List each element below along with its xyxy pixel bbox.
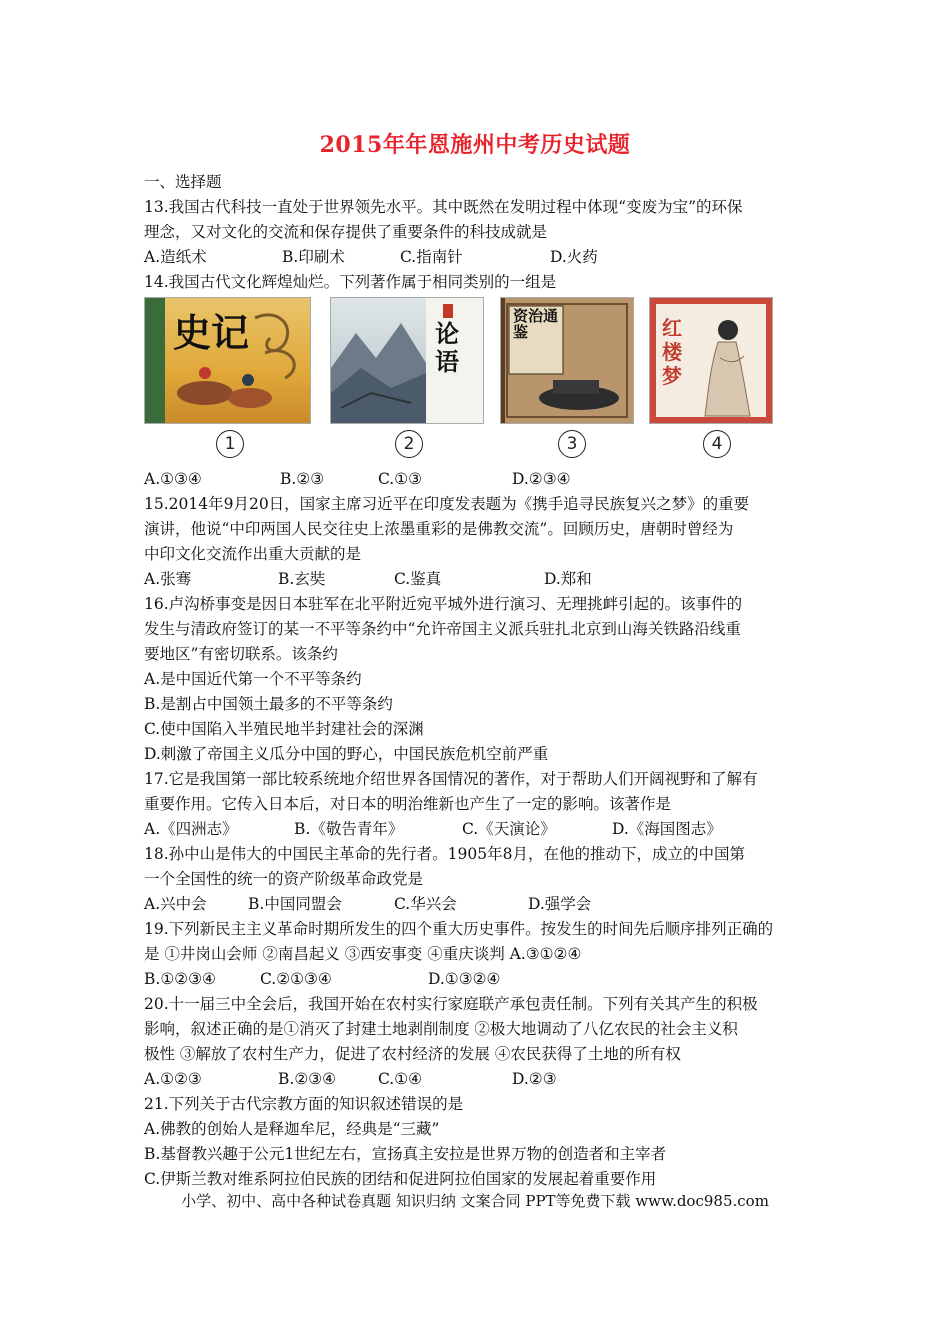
q20-line-3: 极性 ③解放了农村生产力，促进了农村经济的发展 ④农民获得了土地的所有权 [144,1045,681,1063]
section-heading: 一、选择题 [144,173,222,191]
book-cover-zizhitongjian [500,297,634,424]
q19-options [144,967,814,992]
q20-option-b: B.②③④ [278,1070,337,1088]
q15-line-3: 中印文化交流作出重大贡献的是 [144,545,362,563]
q16-line-1: 16.卢沟桥事变是因日本驻军在北平附近宛平城外进行演习、无理挑衅引起的。该事件的 [144,595,743,613]
q16-line-3: 要地区”有密切联系。该条约 [144,645,338,663]
q17-option-c: C.《天演论》 [462,820,556,838]
q20-option-d: D.②③ [512,1070,557,1088]
q20-line-1: 20.十一届三中全会后，我国开始在农村实行家庭联产承包责任制。下列有关其产生的积极 [144,995,758,1013]
q17-option-a: A.《四洲志》 [144,820,238,838]
page-title: 2015年年恩施州中考历史试题 [319,132,631,158]
exam-content [144,170,814,1192]
q16-option-d: D.刺激了帝国主义瓜分中国的野心，中国民族危机空前严重 [144,745,549,763]
q16-option-c: C.使中国陷入半殖民地半封建社会的深渊 [144,720,424,738]
q20-option-c: C.①④ [378,1070,423,1088]
q15-options [144,567,814,592]
q17-line-1: 17.它是我国第一部比较系统地介绍世界各国情况的著作，对于帮助人们开阔视野和了解有 [144,770,758,788]
q13-options [144,245,814,270]
q14-option-d: D.②③④ [512,470,571,488]
q15-option-d: D.郑和 [544,570,592,588]
shiji-cover-title: 史记 [173,310,250,355]
q21-option-b: B.基督教兴趣于公元1世纪左右，宣扬真主安拉是世界万物的创造者和主宰者 [144,1145,667,1163]
q18-options [144,892,814,917]
book-number-2: 2 [391,427,427,458]
q21-option-a: A.佛教的创始人是释迦牟尼，经典是“三藏” [144,1120,440,1138]
hongloumeng-cover-title: 红楼梦 [662,316,682,388]
q14-options [144,467,814,492]
q15-option-a: A.张骞 [144,570,192,588]
q17-option-b: B.《敬告青年》 [294,820,404,838]
q14-option-b: B.②③ [280,470,325,488]
q20-line-2: 影响，叙述正确的是①消灭了封建土地剥削制度 ②极大地调动了八亿农民的社会主义积 [144,1020,738,1038]
q20-option-a: A.①②③ [144,1070,202,1088]
q18-line-1: 18.孙中山是伟大的中国民主革命的先行者。1905年8月，在他的推动下，成立的中国第 [144,845,745,863]
q18-option-d: D.强学会 [528,895,592,913]
q15-line-1: 15.2014年9月20日，国家主席习近平在印度发表题为《携手追寻民族复兴之梦》的重要 [144,495,750,513]
q15-option-c: C.鉴真 [394,570,442,588]
q13-option-d: D.火药 [550,248,598,266]
zizhitongjian-cover-title: 资治通鉴 [513,307,559,341]
q15-option-b: B.玄奘 [278,570,326,588]
q16-option-b: B.是割占中国领土最多的不平等条约 [144,695,393,713]
q14-line-1: 14.我国古代文化辉煌灿烂。下列著作属于相同类别的一组是 [144,273,557,291]
q21-option-c: C.伊斯兰教对维系阿拉伯民族的团结和促进阿拉伯国家的发展起着重要作用 [144,1170,657,1188]
q18-line-2: 一个全国性的统一的资产阶级革命政党是 [144,870,424,888]
q13-option-a: A.造纸术 [144,248,207,266]
q17-options [144,817,814,842]
book-cover-shiji [144,297,311,424]
q18-option-b: B.中国同盟会 [248,895,342,913]
q21-line-1: 21.下列关于古代宗教方面的知识叙述错误的是 [144,1095,464,1113]
q19-line-1: 19.下列新民主主义革命时期所发生的四个重大历史事件。按发生的时间先后顺序排列正确的 [144,920,774,938]
q19-option-b: B.①②③④ [144,970,216,988]
q13-line-2: 理念，又对文化的交流和保存提供了重要条件的科技成就是 [144,223,548,241]
book-number-1: 1 [212,427,248,458]
book-images [144,297,814,467]
q14-option-a: A.①③④ [144,470,202,488]
q20-options [144,1067,814,1092]
q19-option-d: D.①③②④ [428,970,501,988]
q14-option-c: C.①③ [378,470,423,488]
book-cover-hongloumeng [649,297,773,424]
q13-option-b: B.印刷术 [282,248,345,266]
q18-option-a: A.兴中会 [144,895,207,913]
q17-option-d: D.《海国图志》 [612,820,722,838]
q13-option-c: C.指南针 [400,248,463,266]
q19-option-c: C.②①③④ [260,970,332,988]
q17-line-2: 重要作用。它传入日本后，对日本的明治维新也产生了一定的影响。该著作是 [144,795,672,813]
book-number-4: 4 [699,427,735,458]
lunyu-cover-title: 论语 [435,319,459,376]
book-cover-lunyu [330,297,484,424]
q16-option-a: A.是中国近代第一个不平等条约 [144,670,362,688]
page-footer: 小学、初中、高中各种试卷真题 知识归纳 文案合同 PPT等免费下载 www.doc985.com [181,1192,769,1210]
book-number-3: 3 [554,427,590,458]
q19-line-2: 是 ①井岗山会师 ②南昌起义 ③西安事变 ④重庆谈判 A.③①②④ [144,945,582,963]
q18-option-c: C.华兴会 [394,895,457,913]
q13-line-1: 13.我国古代科技一直处于世界领先水平。其中既然在发明过程中体现“变废为宝”的环保 [144,198,743,216]
q16-line-2: 发生与清政府签订的某一不平等条约中“允许帝国主义派兵驻扎北京到山海关铁路沿线重 [144,620,741,638]
q15-line-2: 演讲，他说“中印两国人民交往史上浓墨重彩的是佛教交流”。回顾历史，唐朝时曾经为 [144,520,734,538]
